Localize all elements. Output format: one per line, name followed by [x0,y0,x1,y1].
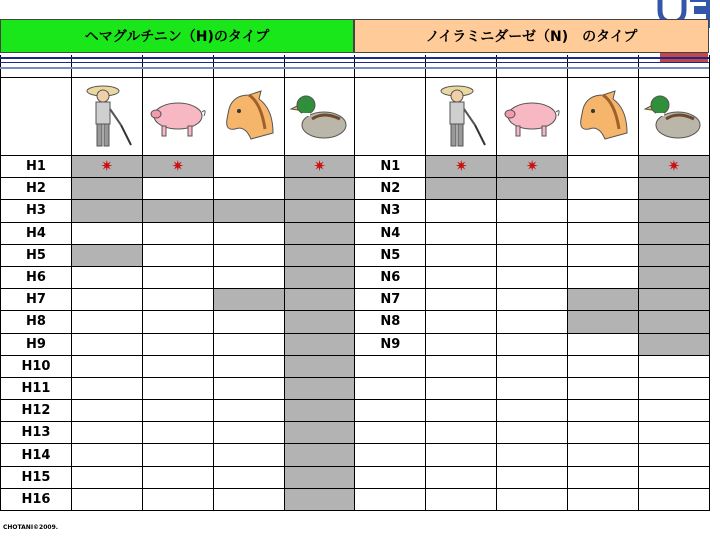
n-horse-cell [568,466,639,488]
h-human-cell [71,156,142,178]
h-duck-cell [284,156,355,178]
h-duck-cell [284,266,355,288]
n-duck-cell [639,466,710,488]
h-horse-cell [213,466,284,488]
animal-row [1,78,710,156]
n-subtype-label: N3 [355,200,426,222]
h-duck-cell [284,311,355,333]
n-horse-cell [568,266,639,288]
subtype-rows [1,156,710,511]
n-duck-cell [639,200,710,222]
h-human-cell [71,400,142,422]
n-subtype-label [355,377,426,399]
copyright-footer: CHOTANI©2009. [3,524,59,531]
h-subtype-label: H12 [1,400,72,422]
pig-icon [148,94,208,140]
n-pig-cell [497,355,568,377]
h-pig-cell [142,244,213,266]
n-duck-cell [639,266,710,288]
h-horse-cell [213,200,284,222]
n-subtype-label: N6 [355,266,426,288]
n-pig-cell [497,333,568,355]
h-human-cell [71,466,142,488]
n-subtype-label: N7 [355,289,426,311]
h-subtype-label: H14 [1,444,72,466]
n-subtype-label: N2 [355,178,426,200]
n-horse-cell [568,311,639,333]
subtype-row [1,200,710,222]
subtype-row [1,289,710,311]
h-horse-cell [213,400,284,422]
n-human-cell [426,156,497,178]
h-pig-cell [142,333,213,355]
n-human-cell [426,200,497,222]
h-subtype-label: H6 [1,266,72,288]
h-subtype-label: H15 [1,466,72,488]
duck-cell-h [284,78,355,156]
h-pig-cell [142,289,213,311]
n-human-cell [426,244,497,266]
n-duck-cell [639,400,710,422]
divider-stripe [0,62,709,63]
subtype-row [1,156,710,178]
horse-icon [221,89,277,145]
h-human-cell [71,244,142,266]
h-human-cell [71,289,142,311]
n-duck-cell [639,333,710,355]
horse-cell-n [568,78,639,156]
subtype-row [1,355,710,377]
h-horse-cell [213,333,284,355]
h-duck-cell [284,333,355,355]
h-duck-cell [284,289,355,311]
h-horse-cell [213,222,284,244]
h-horse-cell [213,355,284,377]
n-human-cell [426,377,497,399]
subtype-row [1,178,710,200]
h-duck-cell [284,377,355,399]
n-horse-cell [568,156,639,178]
n-pig-cell [497,266,568,288]
hemagglutinin-header: ヘマグルチニン（H)のタイプ [0,19,354,53]
n-pig-cell [497,377,568,399]
n-human-cell [426,311,497,333]
h-human-cell [71,266,142,288]
h-horse-cell [213,289,284,311]
h-duck-cell [284,222,355,244]
h-human-cell [71,333,142,355]
h-subtype-label: H5 [1,244,72,266]
human-icon [433,81,489,153]
n-subtype-label: N9 [355,333,426,355]
h-horse-cell [213,377,284,399]
n-human-cell [426,444,497,466]
n-pig-cell [497,244,568,266]
n-subtype-label [355,400,426,422]
h-pig-cell [142,444,213,466]
human-icon [79,81,135,153]
n-duck-cell [639,156,710,178]
h-human-cell [71,355,142,377]
n-subtype-label: N1 [355,156,426,178]
star-icon: ✷ [100,156,114,175]
h-horse-cell [213,266,284,288]
n-horse-cell [568,333,639,355]
h-human-cell [71,222,142,244]
n-horse-cell [568,400,639,422]
n-horse-cell [568,178,639,200]
n-human-cell [426,355,497,377]
n-subtype-label [355,466,426,488]
n-horse-cell [568,377,639,399]
n-pig-cell [497,466,568,488]
h-human-cell [71,444,142,466]
n-pig-cell [497,156,568,178]
subtype-row [1,377,710,399]
h-pig-cell [142,266,213,288]
h-subtype-label: H7 [1,289,72,311]
h-pig-cell [142,311,213,333]
n-human-cell [426,333,497,355]
h-duck-cell [284,200,355,222]
subtype-row [1,488,710,510]
star-icon: ✷ [525,156,539,175]
subtype-row [1,333,710,355]
n-human-cell [426,422,497,444]
horse-cell-h [213,78,284,156]
n-pig-cell [497,222,568,244]
duck-icon [644,89,704,145]
h-subtype-label: H2 [1,178,72,200]
h-subtype-label: H9 [1,333,72,355]
star-icon: ✷ [171,156,185,175]
n-pig-cell [497,444,568,466]
h-pig-cell [142,466,213,488]
n-pig-cell [497,400,568,422]
subtype-row [1,222,710,244]
duck-cell-n [639,78,710,156]
n-duck-cell [639,377,710,399]
star-icon: ✷ [667,156,681,175]
h-pig-cell [142,355,213,377]
n-subtype-label [355,355,426,377]
h-subtype-label: H13 [1,422,72,444]
n-subtype-label: N5 [355,244,426,266]
h-subtype-label: H3 [1,200,72,222]
h-subtype-label: H16 [1,488,72,510]
h-duck-cell [284,422,355,444]
h-human-cell [71,178,142,200]
n-horse-cell [568,355,639,377]
n-duck-cell [639,311,710,333]
n-duck-cell [639,222,710,244]
n-human-cell [426,289,497,311]
h-duck-cell [284,400,355,422]
n-duck-cell [639,488,710,510]
n-pig-cell [497,178,568,200]
subtype-row [1,422,710,444]
h-horse-cell [213,311,284,333]
h-human-cell [71,422,142,444]
n-horse-cell [568,222,639,244]
n-human-cell [426,488,497,510]
h-duck-cell [284,466,355,488]
subtype-row [1,266,710,288]
n-duck-cell [639,422,710,444]
h-horse-cell [213,422,284,444]
h-duck-cell [284,355,355,377]
n-horse-cell [568,422,639,444]
h-pig-cell [142,178,213,200]
n-duck-cell [639,355,710,377]
n-subtype-label: N4 [355,222,426,244]
n-pig-cell [497,422,568,444]
pig-icon [502,94,562,140]
subtype-row [1,444,710,466]
h-subtype-label: H11 [1,377,72,399]
subtype-table [0,55,710,511]
h-human-cell [71,311,142,333]
n-horse-cell [568,488,639,510]
human-cell-h [71,78,142,156]
human-cell-n [426,78,497,156]
n-pig-cell [497,488,568,510]
h-pig-cell [142,200,213,222]
pig-cell-h [142,78,213,156]
n-duck-cell [639,178,710,200]
pig-cell-n [497,78,568,156]
star-icon: ✷ [313,156,326,175]
h-horse-cell [213,178,284,200]
h-duck-cell [284,178,355,200]
h-horse-cell [213,244,284,266]
n-duck-cell [639,244,710,266]
h-human-cell [71,488,142,510]
n-human-cell [426,400,497,422]
n-pig-cell [497,311,568,333]
h-subtype-label: H8 [1,311,72,333]
n-duck-cell [639,444,710,466]
n-pig-cell [497,289,568,311]
n-horse-cell [568,244,639,266]
h-human-cell [71,377,142,399]
neuraminidase-header: ノイラミニダーゼ（N) のタイプ [354,19,709,53]
star-icon: ✷ [455,156,468,175]
n-subtype-label: N8 [355,311,426,333]
duck-icon [290,89,350,145]
n-subtype-label [355,444,426,466]
h-human-cell [71,200,142,222]
n-horse-cell [568,200,639,222]
n-subtype-label [355,488,426,510]
h-duck-cell [284,444,355,466]
h-horse-cell [213,488,284,510]
n-human-cell [426,266,497,288]
divider-stripe [0,67,709,69]
h-horse-cell [213,156,284,178]
h-subtype-label: H1 [1,156,72,178]
h-pig-cell [142,488,213,510]
n-horse-cell [568,444,639,466]
horse-icon [575,89,631,145]
subtype-row [1,400,710,422]
h-duck-cell [284,244,355,266]
n-human-cell [426,222,497,244]
n-subtype-label [355,422,426,444]
n-duck-cell [639,289,710,311]
h-pig-cell [142,400,213,422]
subtype-row [1,244,710,266]
h-pig-cell [142,422,213,444]
n-human-cell [426,466,497,488]
n-horse-cell [568,289,639,311]
h-pig-cell [142,222,213,244]
h-pig-cell [142,156,213,178]
divider-stripe [0,57,709,59]
h-duck-cell [284,488,355,510]
h-subtype-label: H4 [1,222,72,244]
n-pig-cell [497,200,568,222]
h-pig-cell [142,377,213,399]
subtype-row [1,311,710,333]
h-horse-cell [213,444,284,466]
n-human-cell [426,178,497,200]
h-subtype-label: H10 [1,355,72,377]
subtype-row [1,466,710,488]
